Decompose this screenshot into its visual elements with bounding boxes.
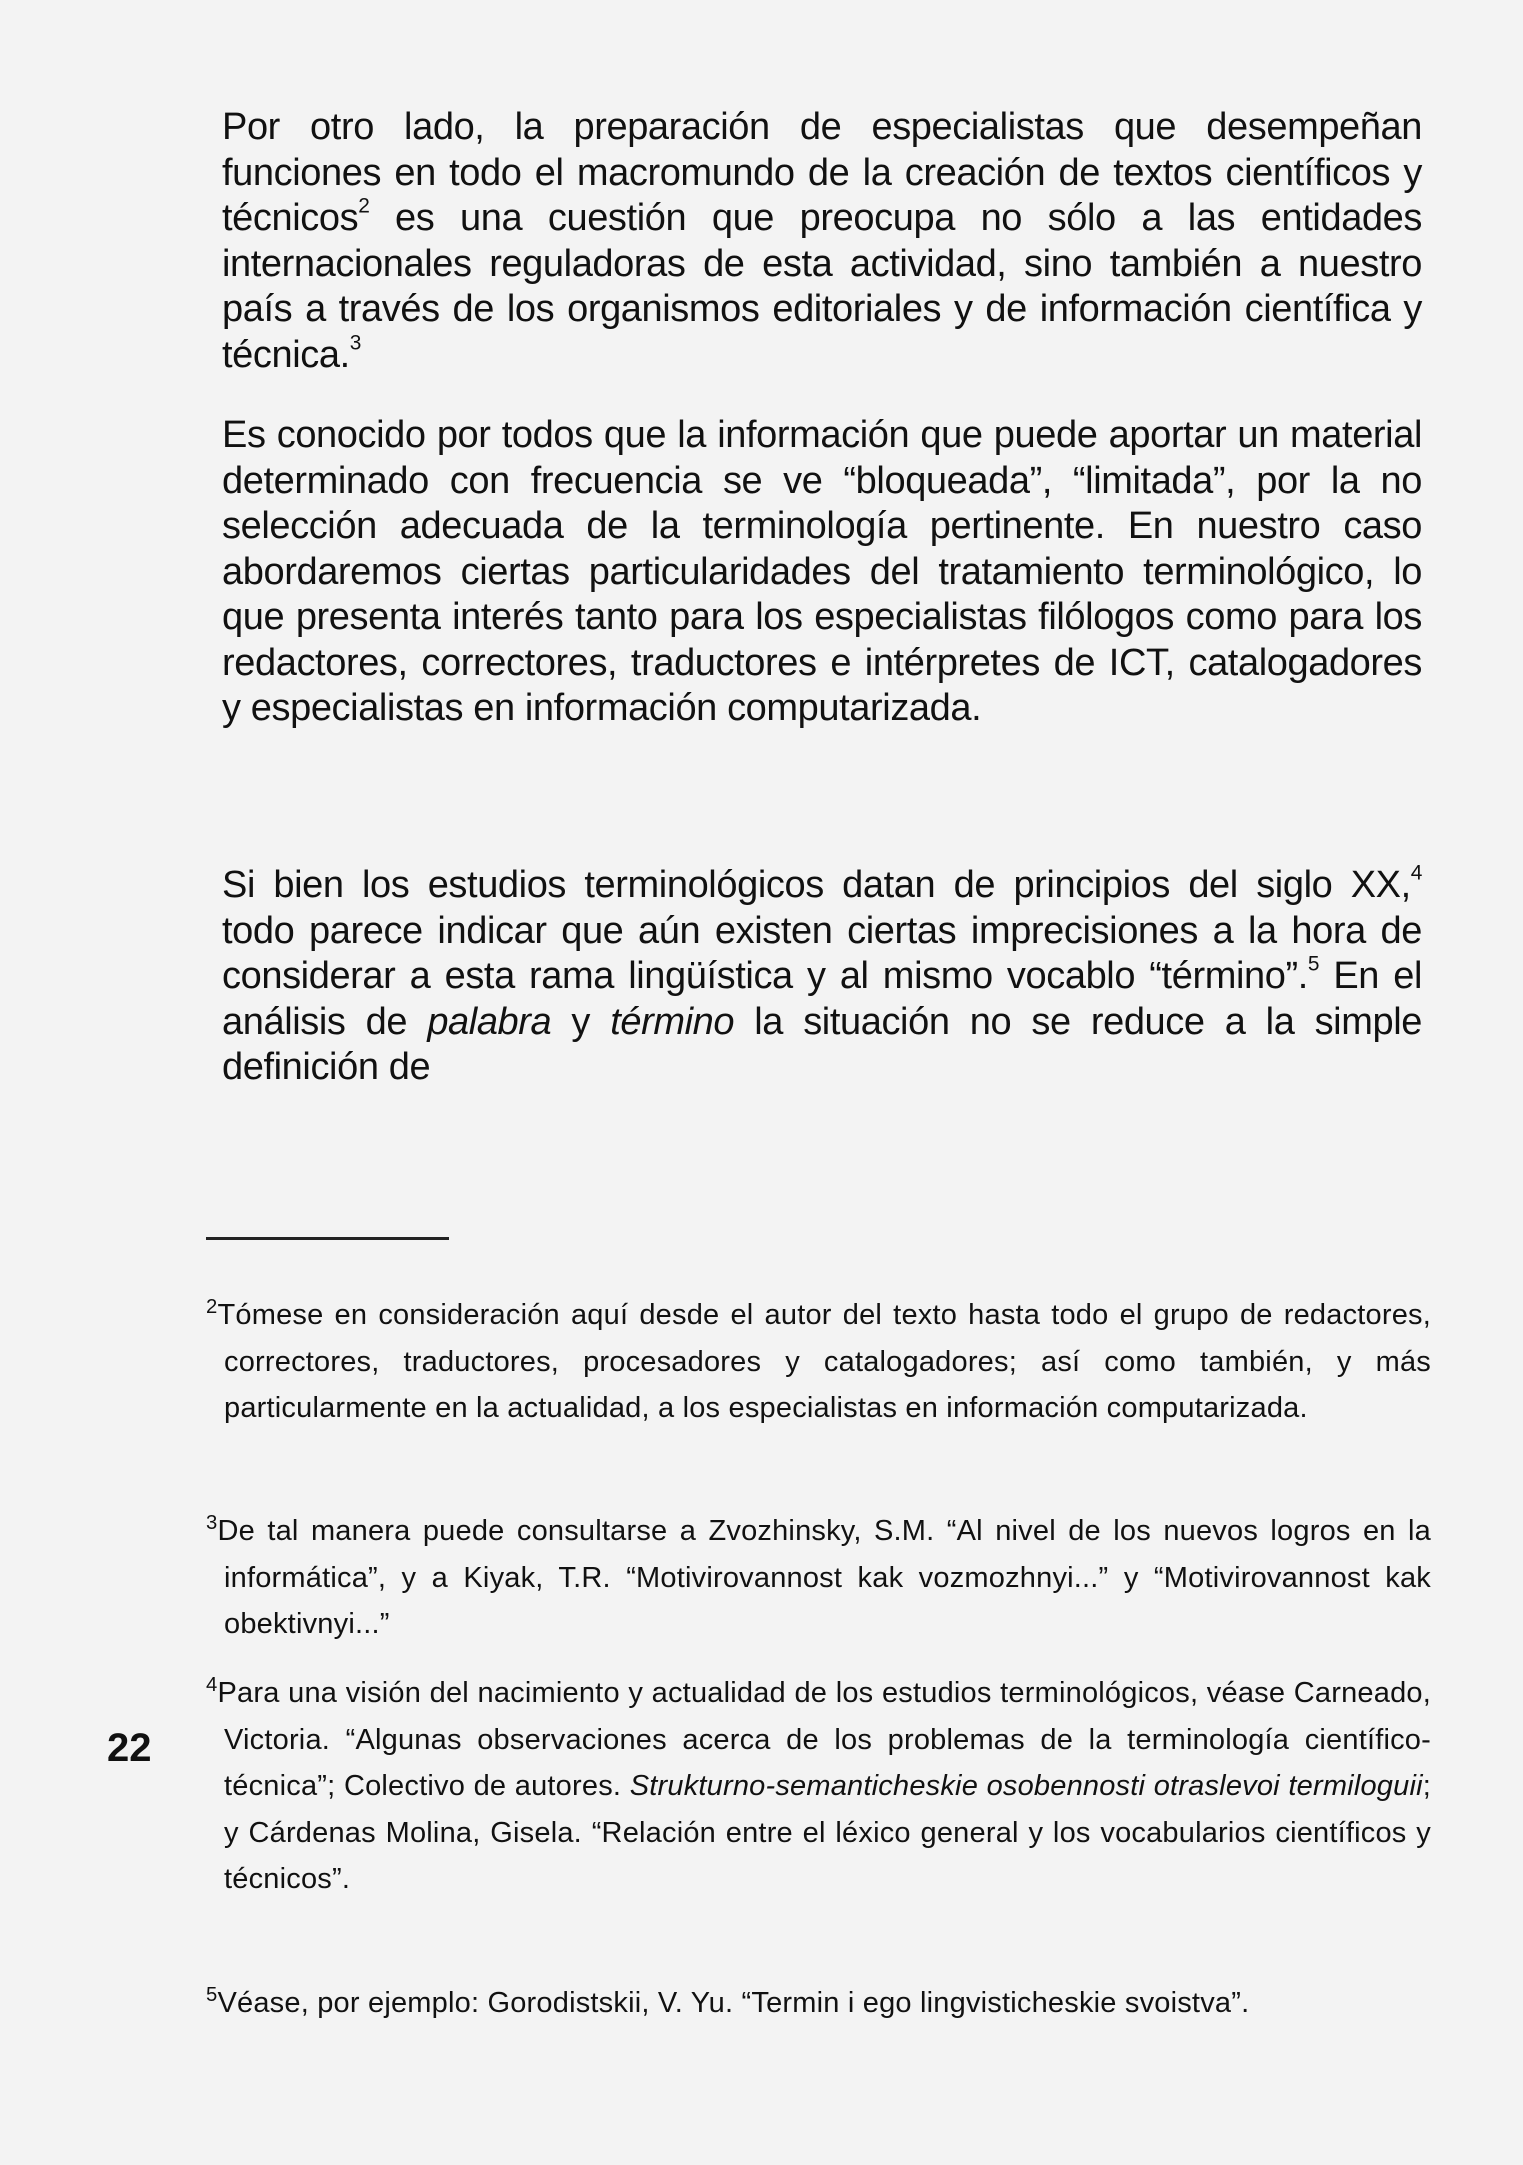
paragraph-text: Por otro lado, la preparación de especialistas que desempeñan funciones en todo el macromundo de la creación de textos científicos y técnicos$^2$ es una cuestión que preocupa no sólo a las entidades internacionales reguladoras de esta actividad, sino también a nuestro país a través de los organismos editoriales y de información científica y técnica.$^3$	[222, 106, 1422, 376]
footnote-4	[206, 1670, 1431, 1903]
paragraph-1	[222, 105, 1422, 378]
italic-text: palabra	[427, 1000, 552, 1043]
footnote-text: $^2$Tómese en consideración aquí desde el autor del texto hasta todo el grupo de redactores, correctores, traductores, procesadores y catalogadores; así como también, y más particularmente en la actualidad, a los especialistas en información computarizada.	[206, 1295, 1431, 1424]
footnote-number: 4	[206, 1673, 218, 1696]
italic-text: término	[610, 1000, 735, 1043]
page-number: 22	[107, 1726, 152, 1770]
paragraph-3	[222, 863, 1422, 1091]
footnote-3	[206, 1508, 1431, 1648]
footnote-text: $^3$De tal manera puede consultarse a Zvozhinsky, S.M. “Al nivel de los nuevos logros en la informática”, y a Kiyak, T.R. “Motivirovannost kak vozmozhnyi...” y “Motivirovannost kak obektivnyi...”	[206, 1511, 1431, 1640]
footnote-reference: 2	[358, 194, 370, 218]
footnote-text: $^5$Véase, por ejemplo: Gorodistskii, V. Yu. “Termin i ego lingvisticheskie svoistva”.	[206, 1983, 1250, 2019]
footnote-5	[206, 1980, 1431, 2027]
paragraph-text: Si bien los estudios terminológicos datan de principios del siglo XX,$^4$ todo parece indicar que aún existen ciertas imprecisiones a la hora de considerar a esta rama lingüística y al mismo vocablo “término”.$^5$ En el análisis de palabra y término la situación no se reduce a la simple definición de	[222, 861, 1422, 1088]
footnote-reference: 5	[1307, 952, 1320, 976]
footnote-number: 5	[206, 1983, 218, 2006]
footnote-text: $^4$Para una visión del nacimiento y actualidad de los estudios terminológicos, véase Carneado, Victoria. “Algunas observaciones acerca de los problemas de la terminología científico-técnica”; Colectivo de autores. Strukturno-semanticheskie osobennosti otraslevoi termiloguii; y Cárdenas Molina, Gisela. “Relación entre el léxico general y los vocabularios científicos y técnicos”.	[206, 1673, 1431, 1895]
footnote-reference: 3	[349, 330, 361, 354]
footnote-number: 2	[206, 1295, 218, 1318]
footnote-2	[206, 1292, 1431, 1432]
paragraph-text: Es conocido por todos que la información que puede aportar un material determinado con frecuencia se ve “bloqueada”, “limitada”, por la no selección adecuada de la terminología pertinente. En nuestro caso abordaremos ciertas particularidades del tratamiento terminológico, lo que presenta interés tanto para los especialistas filólogos como para los redactores, correctores, traductores e intérpretes de ICT, catalogadores y especialistas en información computarizada.	[222, 414, 1422, 729]
footnote-separator	[206, 1237, 449, 1240]
italic-text: Strukturno-semanticheskie osobennosti otraslevoi termiloguii	[629, 1770, 1423, 1802]
footnote-number: 3	[206, 1511, 218, 1534]
paragraph-2	[222, 413, 1422, 732]
footnote-reference: 4	[1410, 861, 1422, 885]
